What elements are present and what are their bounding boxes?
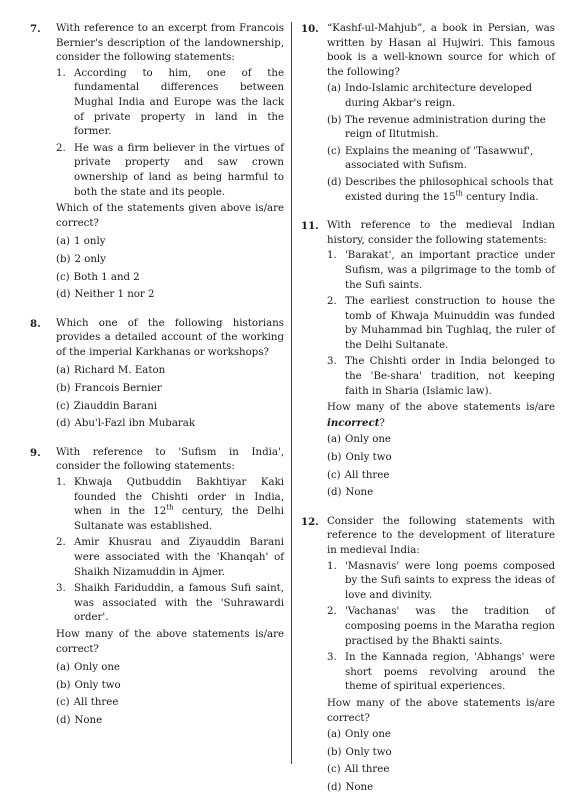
statement-item: 2. He was a firm believer in the virtues of private property and saw crown ownership of land as being harmful to both the state and its people. — [56, 142, 284, 198]
question-intro: Which one of the following historians provides a detailed account of the working of the imperial Karkhanas or workshops? — [56, 317, 284, 358]
question-11 — [301, 219, 555, 501]
question-intro: With reference to an excerpt from Francois Bernier's description of the landownership, consider the following statements: — [56, 23, 284, 64]
question-intro: With reference to 'Sufism in India', consider the following statements: — [56, 446, 284, 473]
statement-list — [56, 67, 284, 200]
question-number: 12. — [301, 515, 319, 528]
statement-list — [327, 560, 555, 695]
statement-list — [56, 476, 284, 626]
option-b[interactable]: (b) The revenue administration during the reign of Iltutmish. — [327, 114, 546, 141]
option-a[interactable]: (a) Only one — [56, 662, 120, 674]
question-prompt: How many of the above statements is/are correct? — [327, 697, 555, 724]
option-d[interactable]: (d) None — [327, 487, 374, 499]
statement-item: 1. 'Barakat', an important practice under Sufism, was a pilgrimage to the tomb of the Sufi saints. — [327, 250, 555, 291]
answer-options — [327, 433, 555, 500]
option-b[interactable]: (b) Only two — [56, 679, 121, 691]
option-a[interactable]: (a) Only one — [327, 434, 391, 446]
statement-item: 3. The Chishti order in India belonged to the 'Be-shara' tradition, not keeping faith in Sharia (Islamic law). — [327, 356, 555, 397]
question-10 — [301, 22, 555, 205]
option-a[interactable]: (a) 1 only — [56, 236, 106, 248]
option-a[interactable]: (a) Richard M. Eaton — [56, 365, 166, 377]
statement-item: 1. 'Masnavis' were long poems composed by the Sufi saints to express the ideas of love and divinity. — [327, 560, 555, 601]
column-divider — [291, 22, 292, 764]
option-d[interactable]: (d) Abu'l-Fazl ibn Mubarak — [56, 418, 196, 430]
emphasis-incorrect: incorrect — [327, 416, 380, 429]
statement-item: 2. Amir Khusrau and Ziyauddin Barani were associated with the 'Khanqah' of Shaikh Nizamuddin in Ajmer. — [56, 537, 284, 578]
option-b[interactable]: (b) 2 only — [56, 253, 106, 265]
option-c[interactable]: (c) Explains the meaning of 'Tasawwuf', associated with Sufism. — [327, 145, 534, 172]
answer-options — [56, 661, 284, 728]
question-9 — [30, 446, 284, 729]
question-number: 9. — [30, 446, 41, 459]
option-d[interactable]: (d) None — [56, 714, 103, 726]
question-intro: Consider the following statements with reference to the development of literature in medieval India: — [327, 515, 555, 556]
question-number: 7. — [30, 23, 41, 35]
statement-item: 2. 'Vachanas' was the tradition of composing poems in the Maratha region practised by the Bhakti saints. — [327, 606, 555, 647]
answer-options — [327, 728, 555, 795]
option-a[interactable]: (a) Indo-Islamic architecture developed during Akbar's reign. — [327, 83, 533, 109]
question-intro: With reference to the medieval Indian history, consider the following statements: — [327, 220, 555, 246]
statement-list — [327, 249, 555, 399]
option-c[interactable]: (c) Ziauddin Barani — [56, 400, 158, 412]
option-d[interactable]: (d) Describes the philosophical schools that existed during the 15th century India. — [327, 176, 554, 203]
question-12 — [301, 515, 555, 796]
answer-options — [56, 235, 284, 302]
option-b[interactable]: (b) Francois Bernier — [56, 383, 162, 395]
question-number: 8. — [30, 317, 41, 330]
question-prompt: How many of the above statements is/are incorrect? — [327, 402, 555, 429]
option-c[interactable]: (c) All three — [327, 469, 390, 481]
statement-item: 2. The earliest construction to house the tomb of Khwaja Muinuddin was funded by Muhammad bin Tughlaq, the ruler of the Delhi Sultanate. — [327, 296, 555, 351]
left-column — [30, 22, 284, 741]
answer-options — [327, 82, 555, 205]
option-b[interactable]: (b) Only two — [327, 746, 392, 758]
answer-options — [56, 364, 284, 431]
option-c[interactable]: (c) All three — [56, 697, 119, 709]
question-7 — [30, 22, 284, 303]
statement-item: 3. In the Kannada region, 'Abhangs' were short poems revolving around the theme of spiritual experiences. — [327, 652, 555, 693]
question-prompt: How many of the above statements is/are correct? — [56, 628, 284, 655]
statement-item: 1. According to him, one of the fundamental differences between Mughal India and Europe was the lack of private property in land in the former. — [56, 67, 284, 138]
statement-item: 1. Khwaja Qutbuddin Bakhtiyar Kaki founded the Chishti order in India, when in the 12th century, the Delhi Sultanate was established. — [56, 477, 284, 532]
option-d[interactable]: (d) Neither 1 nor 2 — [56, 289, 155, 301]
question-8 — [30, 317, 284, 432]
right-column — [301, 22, 555, 808]
option-c[interactable]: (c) All three — [327, 764, 390, 776]
option-c[interactable]: (c) Both 1 and 2 — [56, 271, 140, 283]
question-number: 11. — [301, 220, 319, 233]
statement-item: 3. Shaikh Fariduddin, a famous Sufi saint, was associated with the 'Suhrawardi order'. — [56, 583, 284, 624]
question-prompt: Which of the statements given above is/are correct? — [56, 203, 284, 229]
option-d[interactable]: (d) None — [327, 781, 374, 793]
option-b[interactable]: (b) Only two — [327, 452, 392, 464]
question-intro: “Kashf-ul-Mahjub”, a book in Persian, was written by Hasan al Hujwiri. This famous book is a well-known source for which of the following? — [327, 23, 555, 78]
option-a[interactable]: (a) Only one — [327, 729, 391, 741]
question-number: 10. — [301, 23, 319, 35]
